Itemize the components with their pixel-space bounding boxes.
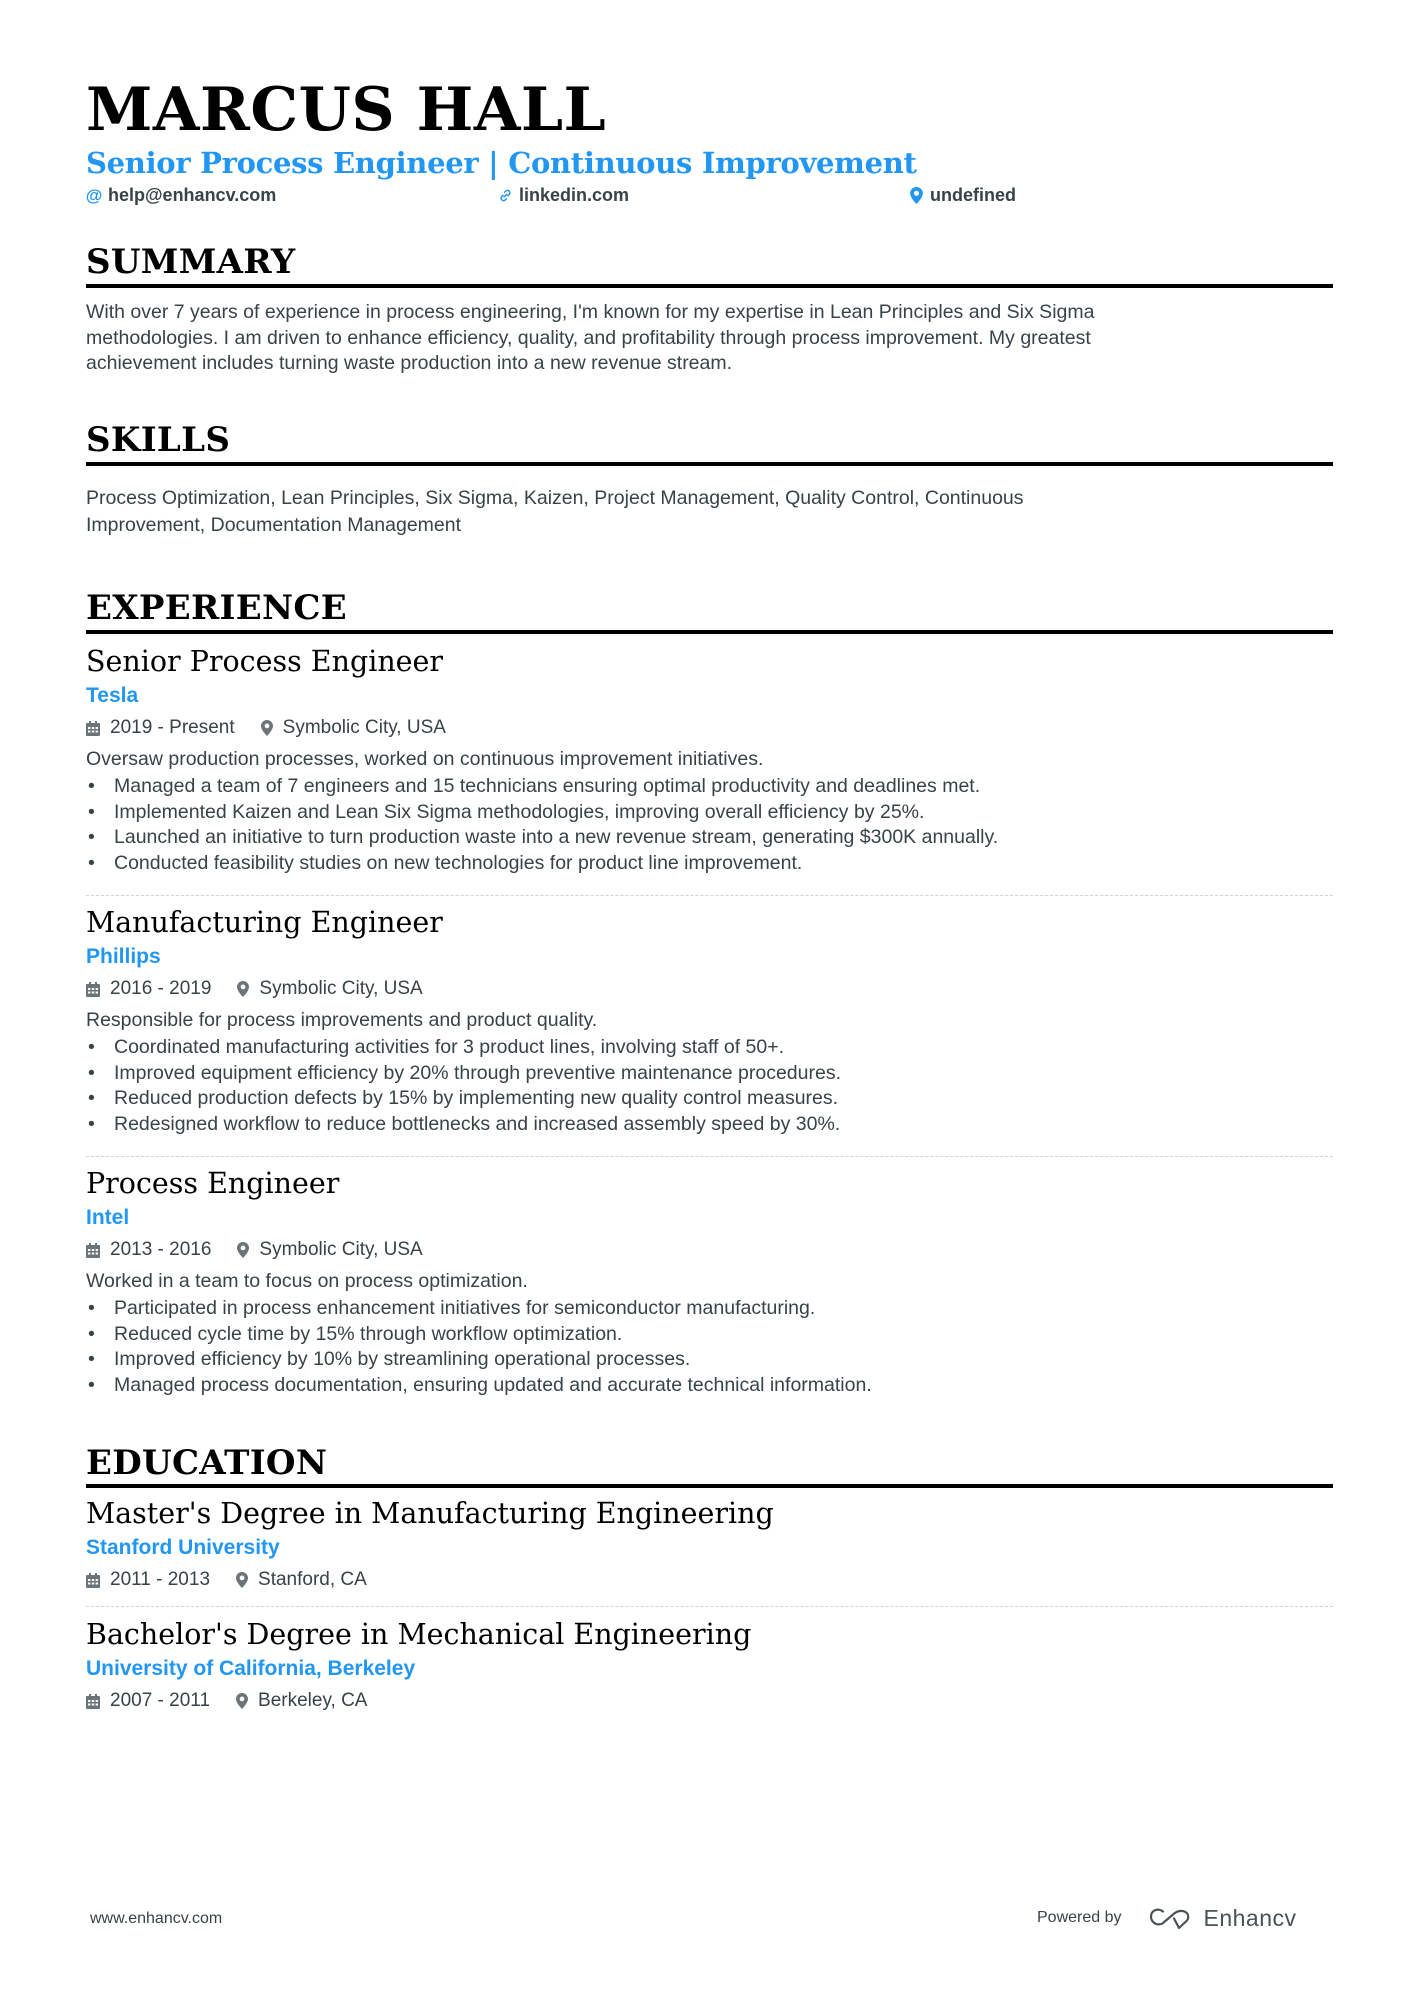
job-title: Manufacturing Engineer	[86, 906, 443, 939]
section-title-skills: SKILLS	[86, 420, 231, 460]
section-rule	[86, 284, 1333, 288]
date-range	[86, 717, 235, 739]
contact-email-text: help@enhancv.com	[108, 185, 277, 205]
achievement-item	[86, 851, 1333, 877]
achievement-item	[86, 1112, 1333, 1138]
summary-line: With over 7 years of experience in process engineering, I'm known for my expertise in Lean Principles and Six Sigma	[86, 301, 1095, 323]
achievement-item	[86, 825, 1333, 851]
at-icon: @	[85, 185, 103, 205]
contact-location-text: undefined	[930, 185, 1016, 205]
achievement-item	[86, 1061, 1333, 1087]
achievement-text: Improved efficiency by 10% by streamlining operational processes.	[114, 1348, 691, 1371]
bullet: •	[88, 775, 95, 797]
contact-email[interactable]	[86, 185, 276, 206]
section-rule	[86, 462, 1333, 466]
map-pin-icon	[236, 1693, 248, 1709]
bullet: •	[88, 800, 95, 823]
section-rule	[86, 630, 1333, 634]
achievement-text: Participated in process enhancement initiatives for semiconductor manufacturing.	[114, 1297, 816, 1319]
map-pin-icon	[908, 187, 924, 204]
section-rule	[86, 1484, 1333, 1488]
achievement-list	[86, 1296, 1333, 1399]
job-meta	[86, 712, 1333, 744]
location	[236, 1690, 367, 1712]
bullet: •	[88, 1036, 95, 1058]
experience-entry	[86, 644, 1333, 877]
footer-website-link[interactable]: www.enhancv.com	[90, 1910, 223, 1927]
contact-linkedin[interactable]	[497, 185, 629, 206]
date-text: 2011 - 2013	[110, 1569, 211, 1590]
calendar-icon	[86, 982, 100, 997]
calendar-icon	[86, 1243, 100, 1258]
bullet: •	[88, 852, 95, 875]
entry-divider	[86, 895, 1333, 896]
location	[237, 1239, 422, 1261]
company-name[interactable]: Tesla	[86, 684, 139, 707]
location-text: Berkeley, CA	[258, 1690, 368, 1711]
achievement-item	[86, 774, 1333, 800]
date-text: 2007 - 2011	[110, 1690, 211, 1711]
school-name[interactable]: University of California, Berkeley	[86, 1657, 416, 1680]
bullet: •	[88, 1113, 95, 1136]
education-entry	[86, 1617, 1333, 1717]
location	[237, 978, 422, 1000]
degree-title: Master's Degree in Manufacturing Engineering	[86, 1497, 774, 1530]
section-title-education: EDUCATION	[86, 1443, 328, 1483]
bullet: •	[88, 1297, 95, 1319]
achievement-text: Redesigned workflow to reduce bottlenecks and increased assembly speed by 30%.	[114, 1113, 841, 1136]
contact-linkedin-text: linkedin.com	[519, 185, 630, 205]
bullet: •	[88, 1348, 95, 1371]
education-entry	[86, 1496, 1333, 1596]
experience-entry	[86, 905, 1333, 1138]
achievement-text: Reduced cycle time by 15% through workflow optimization.	[114, 1322, 623, 1345]
job-title: Process Engineer	[86, 1167, 340, 1200]
achievement-text: Managed a team of 7 engineers and 15 technicians ensuring optimal productivity and deadlines met.	[114, 775, 981, 797]
section-title-summary: SUMMARY	[86, 242, 296, 282]
date-range	[86, 1569, 210, 1591]
job-meta	[86, 973, 1333, 1005]
achievement-text: Conducted feasibility studies on new technologies for product line improvement.	[114, 852, 803, 875]
achievement-item	[86, 1373, 1333, 1399]
powered-by-label: Powered by	[1037, 1909, 1122, 1926]
achievement-text: Coordinated manufacturing activities for 3 product lines, involving staff of 50+.	[114, 1036, 785, 1058]
achievement-item	[86, 1322, 1333, 1348]
bullet: •	[88, 1061, 95, 1084]
section-title-experience: EXPERIENCE	[86, 588, 347, 628]
bullet: •	[88, 1374, 95, 1397]
degree-title: Bachelor's Degree in Mechanical Engineering	[86, 1618, 752, 1651]
achievement-item	[86, 1296, 1333, 1322]
contact-location	[908, 185, 1016, 206]
date-range	[86, 1239, 211, 1261]
bullet: •	[88, 1322, 95, 1345]
achievement-text: Improved equipment efficiency by 20% through preventive maintenance procedures.	[114, 1061, 841, 1084]
summary-line: achievement includes turning waste production into a new revenue stream.	[86, 352, 733, 374]
skills-text	[86, 485, 1326, 539]
date-text: 2016 - 2019	[110, 978, 212, 999]
achievement-item	[86, 1347, 1333, 1373]
date-text: 2013 - 2016	[110, 1239, 212, 1260]
experience-entry	[86, 1166, 1333, 1399]
achievement-item	[86, 800, 1333, 826]
entry-divider	[86, 1606, 1333, 1607]
map-pin-icon	[261, 720, 273, 736]
summary-text	[86, 300, 1326, 377]
bullet: •	[88, 826, 95, 849]
job-description: Oversaw production processes, worked on continuous improvement initiatives.	[86, 748, 764, 770]
school-name[interactable]: Stanford University	[86, 1536, 280, 1559]
achievement-text: Launched an initiative to turn production waste into a new revenue stream, generating $300K annually.	[114, 826, 999, 849]
contact-bar	[86, 185, 1336, 211]
location-text: Symbolic City, USA	[282, 717, 446, 738]
location	[236, 1569, 367, 1591]
achievement-text: Reduced production defects by 15% by implementing new quality control measures.	[114, 1087, 839, 1110]
entry-divider	[86, 1156, 1333, 1157]
date-range	[86, 1690, 210, 1712]
skills-line: Improvement, Documentation Management	[86, 514, 462, 536]
map-pin-icon	[236, 1572, 248, 1588]
bullet: •	[88, 1087, 95, 1110]
calendar-icon	[86, 1694, 100, 1709]
achievement-list	[86, 774, 1333, 877]
date-range	[86, 978, 211, 1000]
enhancv-logo-icon	[1148, 1906, 1194, 1930]
company-name[interactable]: Phillips	[86, 945, 161, 968]
location-text: Symbolic City, USA	[259, 978, 423, 999]
map-pin-icon	[237, 981, 249, 997]
location-text: Symbolic City, USA	[259, 1239, 423, 1260]
job-meta	[86, 1234, 1333, 1266]
education-meta	[86, 1685, 1333, 1717]
achievement-list	[86, 1035, 1333, 1138]
calendar-icon	[86, 1573, 100, 1588]
footer-branding[interactable]	[1037, 1903, 1297, 1933]
achievement-item	[86, 1035, 1333, 1061]
link-icon	[497, 188, 513, 203]
company-name[interactable]: Intel	[86, 1206, 130, 1229]
candidate-headline: Senior Process Engineer | Continuous Improvement	[86, 146, 917, 180]
job-description: Worked in a team to focus on process optimization.	[86, 1270, 528, 1292]
calendar-icon	[86, 721, 100, 736]
achievement-item	[86, 1086, 1333, 1112]
job-title: Senior Process Engineer	[86, 645, 444, 678]
summary-line: methodologies. I am driven to enhance efficiency, quality, and profitability through process improvement. My greatest	[86, 326, 1091, 349]
job-description: Responsible for process improvements and product quality.	[86, 1009, 598, 1031]
education-meta	[86, 1564, 1333, 1596]
location-text: Stanford, CA	[258, 1569, 367, 1590]
enhancv-brand-name: Enhancv	[1203, 1904, 1297, 1931]
date-text: 2019 - Present	[110, 717, 235, 738]
achievement-text: Managed process documentation, ensuring updated and accurate technical information.	[114, 1374, 872, 1397]
location	[261, 717, 446, 739]
candidate-name: MARCUS HALL	[86, 75, 607, 145]
map-pin-icon	[237, 1242, 249, 1258]
achievement-text: Implemented Kaizen and Lean Six Sigma methodologies, improving overall efficiency by 25%.	[114, 800, 925, 823]
skills-line: Process Optimization, Lean Principles, Six Sigma, Kaizen, Project Management, Quality Control, Continuous	[86, 487, 1024, 509]
